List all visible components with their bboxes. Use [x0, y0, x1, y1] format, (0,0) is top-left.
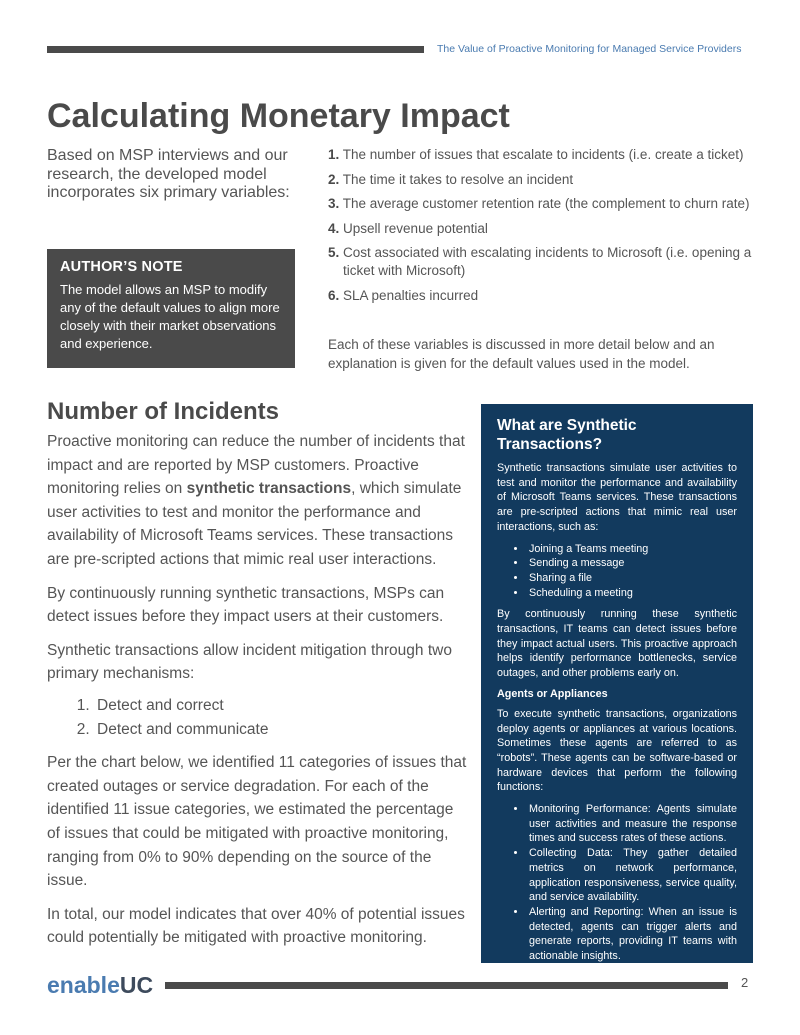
- variable-number: 2.: [328, 171, 340, 187]
- page-title: Calculating Monetary Impact: [47, 97, 510, 135]
- sidebar-paragraph: To execute synthetic transactions, organizations deploy agents or appliances at various locations. Sometimes these agents are referred to as “robots”. These agents can be software-based or hardware devices that perform the following functions:: [497, 707, 737, 794]
- list-item: • Sending a message: [527, 556, 737, 571]
- synthetic-transactions-sidebar: [481, 404, 753, 963]
- list-item: • Scheduling a meeting: [527, 586, 737, 601]
- list-item: • Collecting Data: They gather detailed metrics on network performance, application responsiveness, service quality, and service availability.: [527, 846, 737, 905]
- logo-text-uc: UC: [119, 972, 154, 998]
- variable-number: 3.: [328, 196, 340, 211]
- list-item: 1. Detect and correct: [94, 694, 469, 718]
- enableuc-logo: [47, 972, 153, 999]
- header-divider-bar: [47, 46, 424, 53]
- variable-text: The time it takes to resolve an incident: [342, 171, 574, 187]
- variable-text: Upsell revenue potential: [343, 220, 488, 236]
- variable-text: The number of issues that escalate to incidents (i.e. create a ticket): [342, 147, 744, 162]
- variable-number: 6.: [328, 287, 340, 303]
- variable-item: [328, 287, 768, 305]
- authors-note-body: The model allows an MSP to modify any of the default values to align more closely with their market observations and experience.: [60, 282, 280, 351]
- variables-list: [328, 146, 768, 311]
- variable-number: 1.: [328, 147, 340, 162]
- sidebar-title: What are Synthetic Transactions?: [497, 417, 637, 453]
- variable-text: The average customer retention rate (the complement to churn rate): [342, 196, 750, 211]
- bold-term: synthetic transactions: [186, 480, 352, 498]
- list-item: • Joining a Teams meeting: [527, 542, 737, 557]
- running-header: The Value of Proactive Monitoring for Managed Service Providers: [437, 43, 742, 55]
- paragraph: Synthetic transactions allow incident mitigation through two primary mechanisms:: [47, 641, 452, 683]
- list-item: • Monitoring Performance: Agents simulate user activities and measure the response times and success rates of these actions.: [527, 802, 737, 846]
- variables-followup-text: Each of these variables is discussed in more detail below and an explanation is given for the default values used in the model.: [328, 337, 715, 371]
- variable-number: 4.: [328, 220, 340, 236]
- list-item: • Sharing a file: [527, 571, 737, 586]
- variable-item: [328, 171, 768, 189]
- intro-text: Based on MSP interviews and our research, the developed model incorporates six primary variables:: [47, 147, 290, 201]
- variable-item: [328, 195, 768, 213]
- paragraph: In total, our model indicates that over 40% of potential issues could potentially be mitigated with proactive monitoring.: [47, 905, 465, 947]
- list-item: 2. Detect and communicate: [94, 718, 469, 742]
- authors-note-title: AUTHOR’S NOTE: [60, 259, 183, 275]
- sidebar-functions-list: [497, 802, 737, 964]
- page-number: 2: [741, 975, 749, 990]
- sidebar-paragraph: Synthetic transactions simulate user activities to test and monitor the performance and availability of Microsoft Teams services. These transactions are pre-scripted actions that mimic real user interactions, such as:: [497, 462, 737, 533]
- logo-text-enable: enable: [47, 972, 120, 998]
- sidebar-paragraph: By continuously running these synthetic transactions, IT teams can detect issues before they impact actual users. This proactive approach helps identify performance bottlenecks, service outages, and other problems early on.: [497, 608, 737, 680]
- mechanisms-list: [47, 694, 469, 741]
- paragraph-text: Proactive monitoring can reduce the number of incidents that impact and are reported by MSP customers. Proactive monitoring relies on: [47, 433, 465, 498]
- paragraph: Per the chart below, we identified 11 categories of issues that created outages or service degradation. For each of the identified 11 issue categories, we estimated the percentage of issues that could be mitigated with proactive monitoring, ranging from 0% to 90% depending on the source of the issue.: [47, 754, 467, 890]
- section-title: Number of Incidents: [47, 398, 280, 425]
- footer-divider-bar: [165, 982, 728, 989]
- paragraph: By continuously running synthetic transactions, MSPs can detect issues before they impact users at their customers.: [47, 584, 445, 626]
- sidebar-subheading: Agents or Appliances: [497, 687, 608, 700]
- section-body: [47, 430, 469, 960]
- sidebar-examples-list: [497, 542, 737, 601]
- variable-number: 5.: [328, 245, 340, 260]
- variable-item: [328, 146, 768, 164]
- variable-text: Cost associated with escalating incidents to Microsoft (i.e. opening a ticket with Microsoft): [343, 245, 752, 278]
- variable-item: [328, 220, 768, 238]
- authors-note-box: [47, 249, 295, 368]
- paragraph: [47, 430, 469, 572]
- variable-item: [328, 244, 768, 280]
- paragraph-text: , which simulate user activities to test and monitor the performance and availability of Microsoft Teams services. These transactions are pre-scripted actions that mimic real user interactions.: [47, 480, 462, 568]
- variable-text: SLA penalties incurred: [343, 287, 479, 303]
- list-item: • Alerting and Reporting: When an issue is detected, agents can trigger alerts and generate reports, providing IT teams with actionable insights.: [527, 905, 737, 964]
